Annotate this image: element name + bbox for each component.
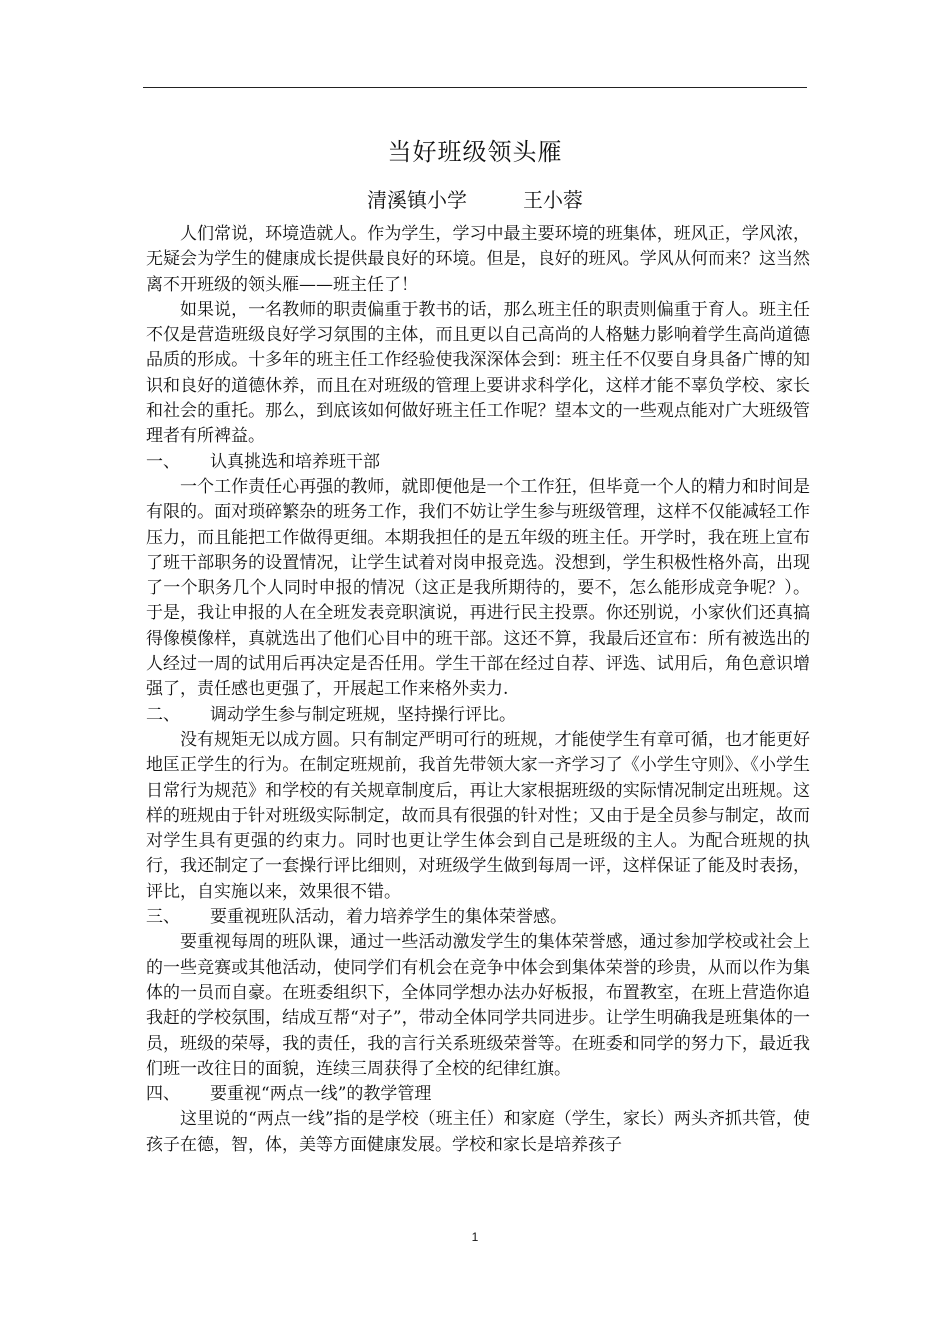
section-heading-text: 认真挑选和培养班干部 — [210, 451, 380, 472]
school-name: 清溪镇小学 — [367, 188, 467, 212]
section-heading-2 — [146, 703, 810, 728]
document-title: 当好班级领头雁 — [387, 138, 563, 166]
section-heading-text: 要重视班队活动，着力培养学生的集体荣誉感。 — [210, 907, 567, 928]
section-paragraph-2: 没有规矩无以成方圆。只有制定严明可行的班规，才能使学生有章可循，也才能更好地匡正学生的行为。在制定班规前，我首先带领大家一齐学习了《小学生守则》、《小学生日常行为规范》和学校的有关规章制度后，再让大家根据班级的实际情况制定出班规。这样的班规由于针对班级实际制定，故而具有很强的针对性；又由于是全员参与制定，故而对学生具有更强的约束力。同时也更让学生体会到自己是班级的主人。为配合班规的执行，我还制定了一套操行评比细则，对班级学生做到每周一评，这样保证了能及时表扬，评比，自实施以来，效果很不错。 — [146, 729, 810, 902]
byline — [0, 184, 950, 216]
section-paragraph-3: 要重视每周的班队课，通过一些活动激发学生的集体荣誉感，通过参加学校或社会上的一些竞赛或其他活动，使同学们有机会在竞争中体会到集体荣誉的珍贵，从而以作为集体的一员而自豪。在班委组织下，全体同学想办法办好板报，布置教室，在班上营造你追我赶的学校氛围，结成互帮“对子”，带动全体同学共同进步。让学生明确我是班集体的一员，班级的荣辱，我的责任，我的言行关系班级荣誉等。在班委和同学的努力下，最近我们班一改往日的面貌，连续三周获得了全校的纪律红旗。 — [146, 932, 810, 1079]
section-heading-text: 要重视“两点一线”的教学管理 — [210, 1084, 432, 1105]
author-name: 王小蓉 — [523, 188, 583, 212]
section-number: 三、 — [146, 907, 180, 928]
section-paragraph-4: 这里说的“两点一线”指的是学校（班主任）和家庭（学生，家长）两头齐抓共管，使孩子在德，智，体，美等方面健康发展。学校和家长是培养孩子 — [146, 1109, 810, 1155]
intro-paragraph-2: 如果说，一名教师的职责偏重于教书的话，那么班主任的职责则偏重于育人。班主任不仅是营造班级良好学习氛围的主体，而且更以自己高尚的人格魅力影响着学生高尚道德品质的形成。十多年的班主任工作经验使我深深体会到：班主任不仅要自身具备广博的知识和良好的道德休养，而且在对班级的管理上要讲求科学化，这样才能不辜负学校、家长和社会的重托。那么，到底该如何做好班主任工作呢？望本文的一些观点能对广大班级管理者有所裨益。 — [146, 299, 810, 447]
section-heading-text: 调动学生参与制定班规，坚持操行评比。 — [210, 704, 516, 725]
section-paragraph-1: 一个工作责任心再强的教师，就即便他是一个工作狂，但毕竟一个人的精力和时间是有限的。面对琐碎繁杂的班务工作，我们不妨让学生参与班级管理，这样不仅能减轻工作压力，而且能把工作做得更细。本期我担任的是五年级的班主任。开学时，我在班上宣布了班干部职务的设置情况，让学生试着对岗申报竞选。没想到，学生积极性格外高，出现了一个职务几个人同时申报的情况（这正是我所期待的，要不，怎么能形成竞争呢？）。于是，我让申报的人在全班发表竞职演说，再进行民主投票。你还别说，小家伙们还真搞得像模像样，真就选出了他们心目中的班干部。这还不算，我最后还宣布：所有被选出的人经过一周的试用后再决定是否任用。学生干部在经过自荐、评选、试用后，角色意识增强了，责任感也更强了，开展起工作来格外卖力. — [146, 476, 810, 700]
page-number: 1 — [471, 1230, 479, 1244]
header-rule — [143, 87, 807, 88]
section-heading-1 — [146, 450, 810, 475]
intro-paragraph-1: 人们常说，环境造就人。作为学生，学习中最主要环境的班集体，班风正，学风浓，无疑会为学生的健康成长提供最良好的环境。但是，良好的班风。学风从何而来？这当然离不开班级的领头雁——班主任了！ — [146, 224, 810, 295]
section-heading-4 — [146, 1082, 810, 1107]
section-number: 一、 — [146, 451, 180, 472]
section-number: 二、 — [146, 704, 180, 725]
body-text — [146, 222, 810, 1158]
section-number: 四、 — [146, 1084, 180, 1105]
section-heading-3 — [146, 905, 810, 930]
